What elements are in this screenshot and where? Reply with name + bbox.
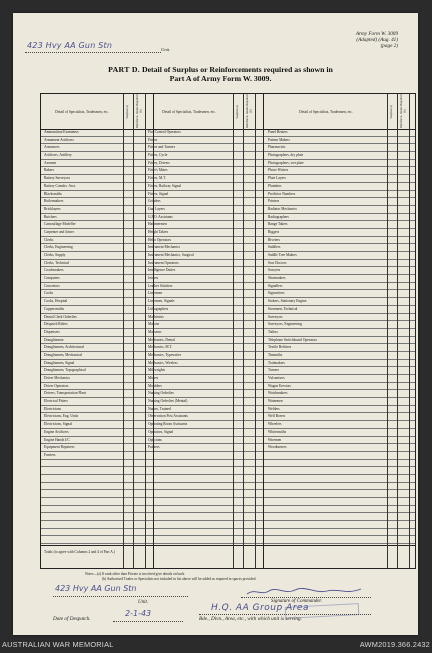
specialist-name: Coppersmiths [44,306,64,311]
specialist-name: Armourers [44,145,60,150]
table-row [41,129,415,137]
specialist-name: Riggers [268,229,280,234]
specialist-name: Linesmen, Signals [148,299,175,304]
table-row [41,483,415,491]
specialist-name: Engine Artificers [44,429,69,434]
table-row [41,498,415,506]
header-surplus-2 [233,94,243,129]
specialist-name: Linesmen [148,291,163,296]
table-row [41,306,415,314]
specialist-name: Draughtsmen, Topographical [44,368,86,373]
table-row [41,252,415,260]
specialist-name: Pharmacists [268,145,286,150]
specialist-name: Clerks, Supply [44,253,66,257]
table-row [41,298,415,306]
table-row [41,513,415,521]
specialist-name: Electricians, Signal [44,422,72,427]
specialist-name: Watermen [268,399,283,404]
specialist-name: Saddlers [268,245,281,250]
specialist-name: Riveters [268,237,280,242]
specialist-name: Operators, Signal [148,429,174,434]
column-divider [255,94,256,568]
specialist-name: Cooks, Hospital [44,299,68,304]
table-row [41,167,415,175]
notes [85,572,256,582]
specialist-name: Artificers, Artillery [44,153,72,158]
note-a: Notes—(a) If rank other than Private is involved give details on back. [85,572,186,576]
specialist-name: Ammunition Examiners [44,130,79,134]
table-row [41,152,415,160]
specialist-name: Textile Refitters [268,345,292,350]
table-row [41,375,415,383]
specialist-name: Fitters, Drivers [148,160,170,165]
table-row [41,383,415,391]
specialist-name: Instrument Operators [148,260,179,265]
table-row [41,175,415,183]
table-row [41,367,415,375]
table-row [41,475,415,483]
specialist-name: Gun Layers [148,206,165,211]
bde-line [199,614,371,615]
page-title [53,65,388,84]
form-ref-line: (page 2) [380,43,398,50]
table-row [41,467,415,475]
specialist-name: Despatch Riders [44,322,68,327]
specialist-name: Welders [268,406,280,411]
table-row [41,536,415,544]
specialist-name: Butchers [44,214,57,219]
specialist-name: Joiners [148,276,159,281]
specialist-name: Battery Surveyors [44,176,71,181]
specialist-name: Nursing Orderlies [148,391,174,396]
table-row [41,406,415,414]
specialist-name: Drivers, Transportation Plant [44,391,86,396]
specialist-name: Whitesmiths [268,429,287,434]
table-row [41,198,415,206]
totals-label: Totals (to agree with Columns 2 and 4 of Part A.) [44,550,115,554]
column-divider [397,94,398,568]
table-row [41,244,415,252]
specialist-name: Signwriters [268,291,285,296]
specialist-name: Machinists [148,314,164,319]
table-body [41,129,415,545]
header-specialists-1: Detail of Specialists, Tradesmen, etc. [55,109,109,114]
bde-label: Bde., Divn., Area, etc., with which unit is serving. [199,616,302,622]
specialist-name: Saw Doctors [268,260,287,265]
footer-unit-line [53,596,188,597]
specialist-name: Photo-Writers [268,168,289,173]
specialist-name: Nursing Orderlies (Mental) [148,399,188,404]
table-row [41,421,415,429]
archive-id: AWM2019.366.2432 [359,640,430,649]
specialist-name: Dispensers [44,329,60,334]
specialist-name: Observation Post Assistants [148,414,188,419]
table-row [41,275,415,283]
table-row [41,183,415,191]
specialist-name: Draughtsmen, Signal [44,360,75,365]
specialist-name: Axemen [44,160,57,165]
specialist-name: Equipment Repairers [44,445,75,450]
specialist-name: Plumbers [268,183,282,188]
specialist-name: Wagon Erectors [268,383,291,388]
specialist-name: Watchmakers [268,391,288,396]
table-header [41,94,415,130]
specialist-name: Wiremen [268,437,282,442]
title-part: PART D. [108,65,141,74]
table-row [41,229,415,237]
specialist-name: Operating Room Assistants [148,422,188,427]
specialist-name: Bakers [44,168,54,173]
specialist-name: Instrument Mechanics, Surgical [148,253,194,257]
specialist-name: Concretors [44,283,60,288]
bde-handwritten: H.Q. AA Group Area [211,603,309,613]
form-ref-line: Army Form W. 3009 [355,31,398,37]
specialist-name: Storemen, Technical [268,306,298,311]
specialist-name: Masons [148,322,160,327]
specialist-name: Clerks, Engineering [44,245,73,250]
specialist-name: Fitters, Cycle [148,153,168,158]
title-line1: Detail of Surplus or Reinforcements required as shown in [141,65,333,74]
column-divider [123,94,124,568]
specialist-name: G.P.O. Assistants [148,214,173,219]
specialist-name: Draughtsmen, Architectural [44,345,84,350]
specialist-name: Wheelers [268,422,282,427]
specialist-name: Tinsmiths [268,352,283,357]
specialist-name: Miners [148,376,159,380]
specialist-name: Electricians [44,406,61,411]
specialist-name: Pattern Makers [268,137,290,142]
table-row [41,144,415,152]
header-reinforcements-text: Reinforce- ments Required (b) [398,94,406,129]
specialist-name: Stokers, Stationary Engine [268,299,307,304]
specialist-name: Photographers, wet plate [268,160,304,165]
specialist-name: Mechanics, M.T. [148,345,173,350]
specialist-name: Toolmakers [268,360,285,365]
table-row [41,452,415,460]
specialist-name: Driver Mechanics [44,376,70,380]
table-row [41,344,415,352]
table-row [41,206,415,214]
table-row [41,437,415,445]
table-row [41,460,415,468]
specialist-name: Electricians, Eng. Units [44,414,79,419]
specialist-name: Fitter's Mates [148,168,168,173]
signature-line [241,597,371,598]
despatch-line [113,621,183,622]
table-row [41,267,415,275]
table-row [41,290,415,298]
header-surplus-text: Surplus (a) [235,104,240,119]
specialist-name: Fitters, Signal [148,191,169,196]
table-row [41,314,415,322]
table-row [41,283,415,291]
specialist-name: Boilermakers [44,199,64,204]
specialist-name: Camouflage Modeller [44,222,76,227]
header-surplus-text: Surplus (a) [389,104,394,119]
specialists-table [40,93,416,569]
specialist-name: Range Takers [268,222,288,227]
table-row [41,160,415,168]
specialist-name: Furriers [44,452,56,457]
table-row [41,490,415,498]
table-row [41,521,415,529]
specialist-name: Draughtsmen, Mechanical [44,352,82,357]
column-divider [263,94,264,568]
specialist-name: Clerks, Technical [44,260,70,265]
specialist-name: Saddle Tree Makers [268,253,297,257]
table-row [41,221,415,229]
table-row [41,444,415,452]
table-row [41,321,415,329]
despatch-label: Date of Despatch. [53,616,91,622]
specialist-name: Grinders [148,199,161,204]
specialist-name: Moulders [148,383,162,388]
unit-handwritten: 423 Hvy AA Gun Stn [27,41,113,50]
specialist-name: Shoemakers [268,276,286,281]
specialist-name: Millwrights [148,368,165,373]
specialist-name: Cooks [44,291,54,296]
specialist-name: Printers [268,199,280,204]
specialist-name: Sawyers [268,268,281,273]
specialist-name: Well Borers [268,414,286,419]
specialist-name: Fitters and Turners [148,145,176,150]
table-row [41,237,415,245]
table-row [41,191,415,199]
specialist-name: Hammermen [148,222,167,227]
table-row [41,329,415,337]
specialist-name: Intelligence Duties [148,268,176,273]
archive-caption: AUSTRALIAN WAR MEMORIAL [2,640,114,649]
header-reinforcements-text: Reinforce- ments Required (b) [244,94,252,129]
specialist-name: Instrument Mechanics [148,245,181,250]
specialist-name: Woodturners [268,445,287,450]
specialist-name: Lithographers [148,306,169,311]
table-row [41,360,415,368]
header-reinforcements-text: Reinforce- ments Required (b) [134,94,142,129]
table-row [41,429,415,437]
header-surplus-3 [387,94,397,129]
specialist-name: Carpenter and Joiner [44,229,74,234]
specialist-name: Telephone Switchboard Operators [268,337,318,342]
specialist-name: Blacksmiths [44,191,62,196]
specialist-name: Fitters, Railway Signal [148,183,182,188]
unit-label: Unit. [161,47,171,52]
specialist-name: Draughtsmen [44,337,64,342]
column-divider [409,94,410,568]
specialist-name: Clerks [44,237,54,242]
table-row [41,214,415,222]
despatch-date: 2-1-43 [125,609,152,618]
specialist-name: Fitters [148,137,158,142]
header-reinforcements-3 [397,94,409,129]
table-row [41,529,415,537]
totals-row [41,545,415,569]
specialist-name: Leather Stitchers [148,283,173,288]
table-row [41,398,415,406]
table-row [41,413,415,421]
column-divider [145,94,146,568]
specialist-name: Surveyors [268,314,283,319]
column-divider [387,94,388,568]
specialist-name: Masseurs [148,329,162,334]
specialist-name: Vulcanisers [268,376,285,380]
table-row [41,352,415,360]
note-b: (b) Authorised Trades or Specialists not included in list above will be added as required in spaces provided. [102,577,257,581]
specialist-name: Fitters, M.T. [148,176,166,181]
table-row [41,390,415,398]
specialist-name: Opticians [148,437,162,442]
title-line2: Part A of Army Form W. 3009. [169,74,272,84]
footer-unit-handwritten: 423 Hvy AA Gun Stn [55,584,137,593]
form-reference [356,31,398,50]
specialist-name: Bricklayers [44,206,61,211]
specialist-name: Mechanics, Wireless [148,360,178,365]
header-specialists-2: Detail of Specialists, Tradesmen, etc. [162,109,216,114]
specialist-name: Nurses, Trained [148,406,171,411]
header-surplus-1 [123,94,133,129]
header-surplus-text: Surplus (a) [125,104,130,119]
specialist-name: Computers [44,276,60,281]
specialist-name: Dental Clerk Orderlies [44,314,77,319]
specialist-name: Painters [148,445,160,450]
footer-unit-label: Unit. [138,600,149,605]
specialist-name: Photographers, dry plate [268,153,304,158]
header-specialists-3: Detail of Specialists, Tradesmen, etc. [299,109,353,114]
specialist-name: Helio Operators [148,237,172,242]
specialist-name: Predictor Numbers [268,191,296,196]
table-row [41,260,415,268]
specialist-name: Electrical Fitters [44,399,68,404]
specialist-name: Coachmakers [44,268,64,273]
form-ref-line: (Adapted) (Aug. 41) [356,37,398,44]
table-row [41,506,415,514]
column-divider [133,94,134,568]
specialist-name: Surveyors, Engineering [268,322,302,327]
specialist-name: Plate Layers [268,176,286,181]
specialist-name: Tailors [268,329,278,334]
table-rows [41,129,415,544]
form-page [13,13,418,635]
specialist-name: Mechanics, Typewriter [148,352,182,357]
header-reinforcements-1 [133,94,145,129]
column-divider [243,94,244,568]
specialist-name: Mechanics, Dental [148,337,175,342]
column-divider [233,94,234,568]
table-row [41,137,415,145]
header-reinforcements-2 [243,94,255,129]
specialist-name: Armament Artificers [44,137,74,142]
unit-dotted-line [25,52,161,53]
specialist-name: Engine Hands I/C [44,437,70,442]
specialist-name: Signallers [268,283,283,288]
specialist-name: Turners [268,368,280,373]
specialist-name: Radiographers [268,214,289,219]
specialist-name: Driver Operators [44,383,69,388]
table-row [41,337,415,345]
specialist-name: Radiator Mechanics [268,206,297,211]
specialist-name: Height Takers [148,229,169,234]
signature-label: Signature of Commander. [271,599,323,604]
specialist-name: Battery Comdrs. Asst. [44,183,76,188]
specialist-name: Fire Control Operators [148,130,181,134]
specialist-name: Panel Beaters [268,130,288,134]
column-divider [153,94,154,568]
